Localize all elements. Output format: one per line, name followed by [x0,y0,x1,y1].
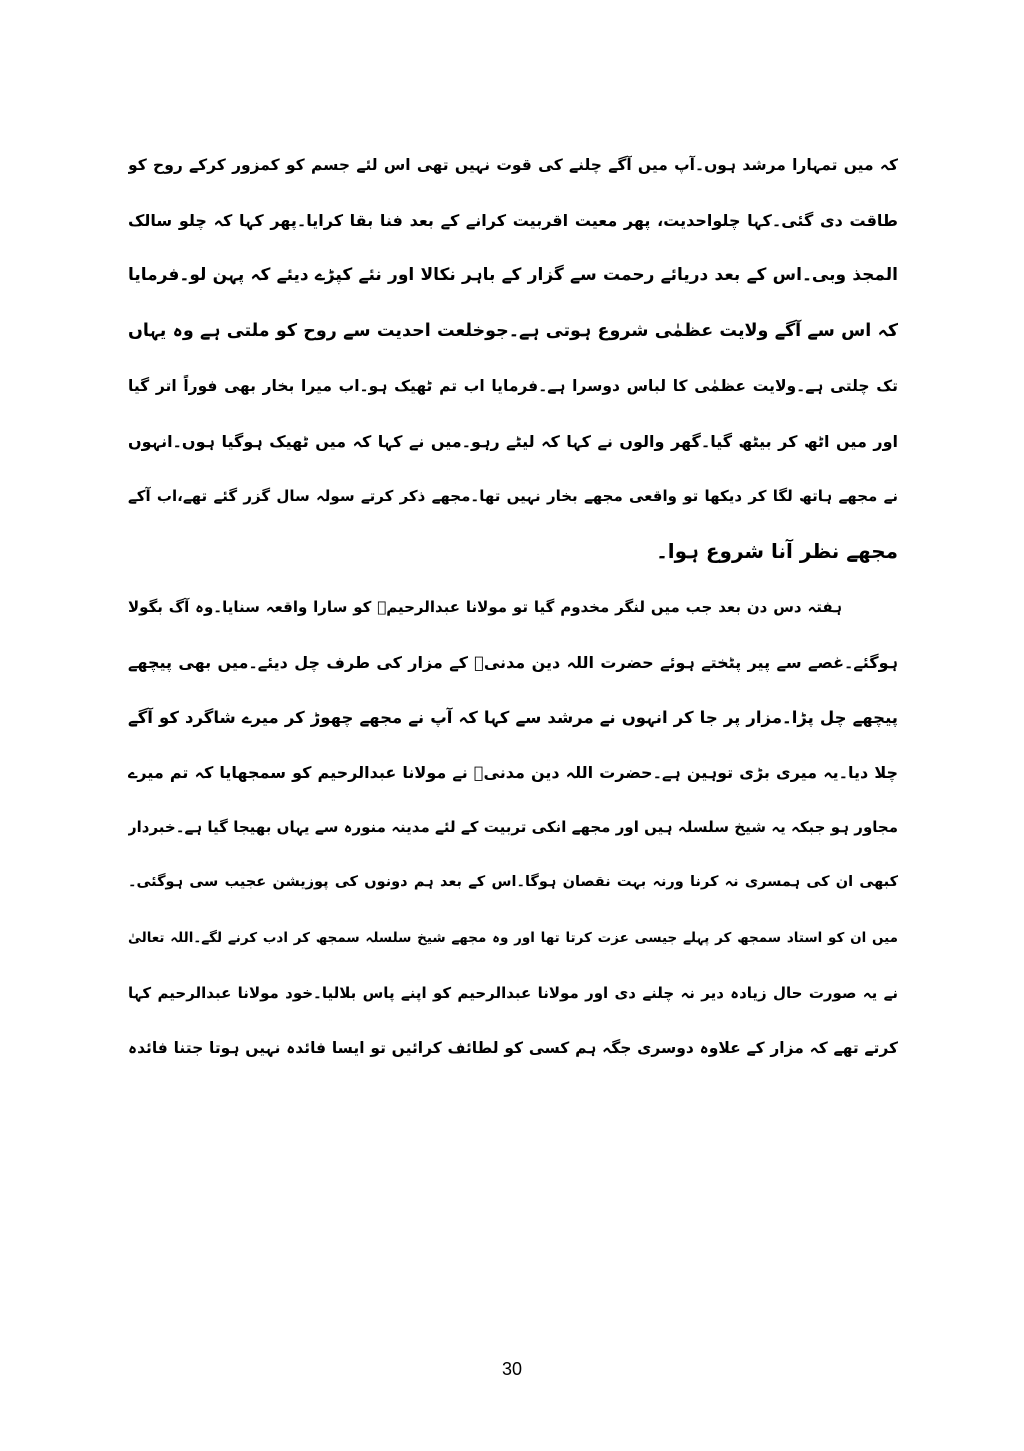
text-line: اور میں اٹھ کر بیٹھ گیا۔گھر والوں نے کہا کہ لیٹے رہو۔میں نے کہا کہ میں ٹھیک ہوگیا ہوں۔انہوں [128,431,898,451]
text-line: کرتے تھے کہ مزار کے علاوہ دوسری جگہ ہم کسی کو لطائف کرائیں تو ایسا فائدہ نہیں ہوتا جتنا فائدہ [128,1039,898,1057]
text-line: نے یہ صورت حال زیادہ دیر نہ چلنے دی اور مولانا عبدالرحیم کو اپنے پاس بلالیا۔خود مولانا عبدالرحیم کہا [128,983,898,1002]
text-line: المجذ وبی۔اس کے بعد دریائے رحمت سے گزار کے باہر نکالا اور نئے کپڑے دیئے کہ پہن لو۔فرمایا [128,265,898,286]
page-body [128,138,898,1076]
text-line: کہ میں تمہارا مرشد ہوں۔آپ میں آگے چلنے کی قوت نہیں تھی اس لئے جسم کو کمزور کرکے روح کو [128,156,898,174]
page-number: 30 [501,1359,523,1379]
text-line: کہ اس سے آگے ولایت عظمٰی شروع ہوتی ہے۔جوخلعت احدیت سے روح کو ملتی ہے وہ یہاں [128,320,898,341]
text-line: ہوگئے۔غصے سے پیر پٹختے ہوئے حضرت اللہ دین مدنیؒ کے مزار کی طرف چل دیئے۔میں بھی پیچھے [128,652,898,672]
text-line: مجاور ہو جبکہ یہ شیخ سلسلہ ہیں اور مجھے انکی تربیت کے لئے مدینہ منورہ سے یہاں بھیجا گیا ہے۔خبردار [128,818,898,837]
text-line: میں ان کو استاد سمجھ کر پہلے جیسی عزت کرتا تھا اور وہ مجھے شیخ سلسلہ سمجھ کر ادب کرنے لگے۔اللہ تعالیٰ [128,929,898,946]
text-line: ہفتہ دس دن بعد جب میں لنگر مخدوم گیا تو مولانا عبدالرحیمؒ کو سارا واقعہ سنایا۔وہ آگ بگولا [128,597,842,616]
text-line: طاقت دی گئی۔کہا چلواحدیت، پھر معیت اقربیت کرانے کے بعد فنا بقا کرایا۔پھر کہا کہ چلو سالک [128,211,898,231]
text-line: تک چلتی ہے۔ولایت عظمٰی کا لباس دوسرا ہے۔فرمایا اب تم ٹھیک ہو۔اب میرا بخار بھی فوراً اتر گیا [128,376,898,395]
text-line: پیچھے چل پڑا۔مزار پر جا کر انہوں نے مرشد سے کہا کہ آپ نے مجھے چھوڑ کر میرے شاگرد کو آگے [128,707,898,727]
text-line: کبھی ان کی ہمسری نہ کرنا ورنہ بہت نقصان ہوگا۔اس کے بعد ہم دونوں کی پوزیشن عجیب سی ہوگئی۔ [128,874,898,891]
text-line: چلا دیا۔یہ میری بڑی توہین ہے۔حضرت اللہ دین مدنیؒ نے مولانا عبدالرحیم کو سمجھایا کہ تم میرے [128,763,898,783]
text-line: مجھے نظر آنا شروع ہوا۔ [656,539,898,564]
text-line: نے مجھے ہاتھ لگا کر دیکھا تو واقعی مجھے بخار نہیں تھا۔مجھے ذکر کرتے سولہ سال گزر گئے تھے،اب آکے [128,487,898,506]
paragraph-2 [128,580,898,1077]
paragraph-1 [128,138,898,580]
